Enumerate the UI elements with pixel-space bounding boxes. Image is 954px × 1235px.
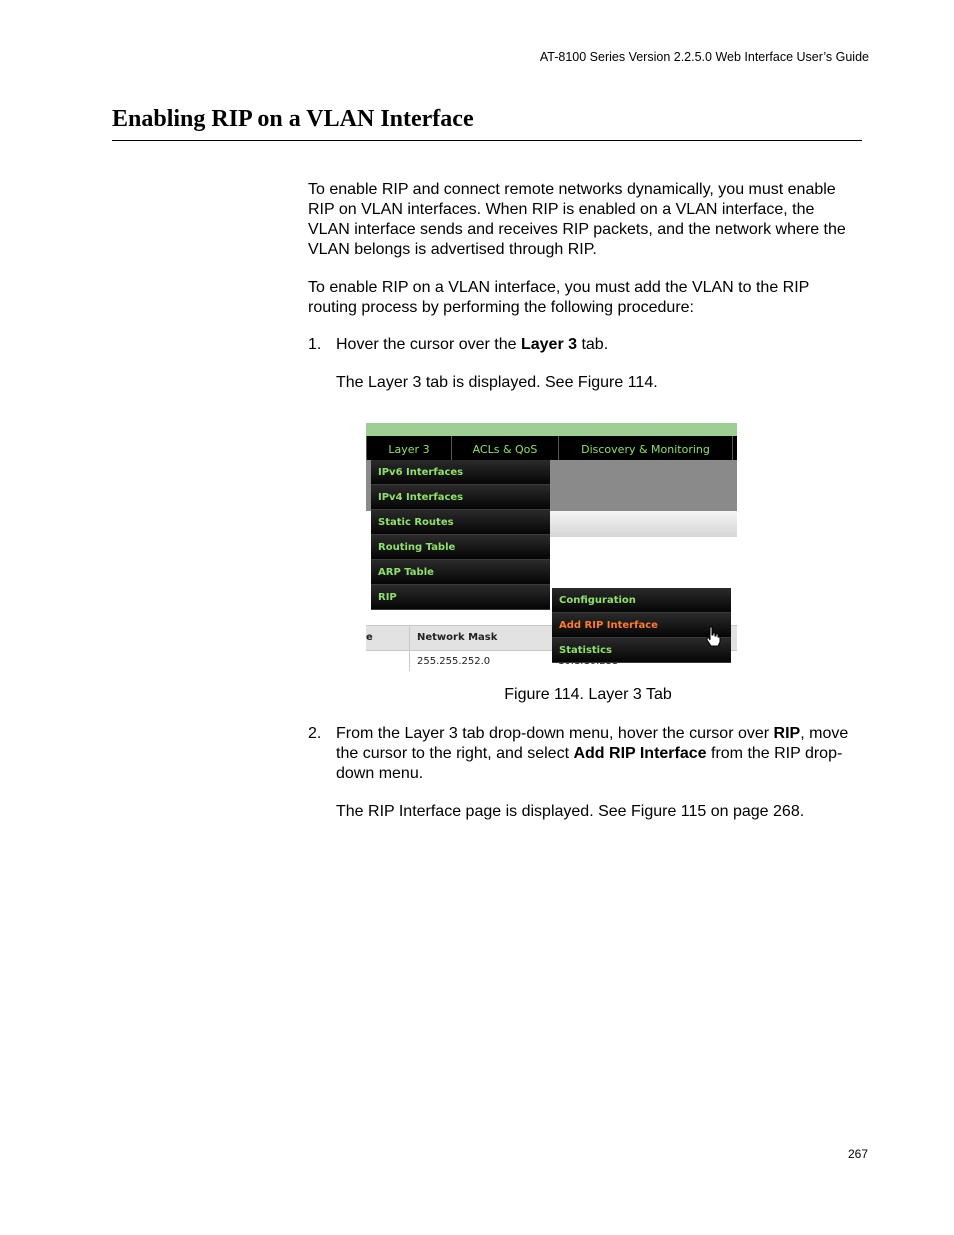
step-bold-term: RIP	[773, 725, 801, 742]
step-text	[336, 335, 858, 355]
menu-item-arp-table[interactable]: ARP Table	[371, 560, 550, 585]
layer3-dropdown-menu	[371, 460, 550, 610]
tab-discovery-monitoring[interactable]: Discovery & Monitoring	[559, 436, 733, 460]
hand-cursor-icon	[705, 626, 721, 648]
column-header-network-mask: Network Mask	[417, 632, 498, 643]
intro-paragraph: To enable RIP and connect remote networks dynamically, you must enable RIP on VLAN interfaces. When RIP is enabled on a VLAN interface, the VLAN interface sends and receives RIP packets, and the network where the VLAN belongs is advertised through RIP.	[308, 181, 846, 258]
menu-item-add-rip-interface[interactable]: Add RIP Interface	[552, 613, 731, 638]
figure-caption: Figure 114. Layer 3 Tab	[504, 686, 672, 703]
menu-item-ipv6-interfaces[interactable]: IPv6 Interfaces	[371, 460, 550, 485]
page-background	[550, 460, 737, 511]
running-header: AT-8100 Series Version 2.2.5.0 Web Interface User’s Guide	[539, 50, 869, 64]
step-text-part: from the RIP drop-down menu.	[336, 745, 843, 782]
step-text-part: Hover the cursor over the	[336, 336, 521, 353]
step-number: 1.	[308, 336, 322, 353]
layer3-tab-figure	[366, 423, 737, 671]
step-number: 2.	[308, 725, 322, 742]
menu-item-statistics[interactable]: Statistics	[552, 638, 731, 663]
step-1-result: The Layer 3 tab is displayed. See Figure 114.	[336, 374, 658, 391]
step-text-part: , move the cursor to the right, and select	[336, 725, 849, 762]
column-header: e	[366, 632, 373, 643]
title-rule	[112, 140, 862, 141]
menu-item-configuration[interactable]: Configuration	[552, 588, 731, 613]
step-bold-term: Add RIP Interface	[573, 745, 707, 762]
procedure-paragraph: To enable RIP on a VLAN interface, you must add the VLAN to the RIP routing process by performing the following procedure:	[308, 279, 810, 316]
menu-item-static-routes[interactable]: Static Routes	[371, 510, 550, 535]
menu-item-ipv4-interfaces[interactable]: IPv4 Interfaces	[371, 485, 550, 510]
step-text-part: From the Layer 3 tab drop-down menu, hover the cursor over	[336, 725, 774, 742]
header-strip	[366, 423, 737, 436]
tab-layer3[interactable]: Layer 3	[366, 436, 452, 460]
page-toolbar	[550, 511, 737, 537]
page-number: 267	[847, 1147, 868, 1161]
tab-acls-qos[interactable]: ACLs & QoS	[452, 436, 559, 460]
menu-item-rip[interactable]: RIP	[371, 585, 550, 610]
step-bold-term: Layer 3	[520, 336, 578, 353]
table-cell-network-mask: 255.255.252.0	[417, 656, 491, 667]
step-text-part: tab.	[577, 336, 609, 353]
step-text	[336, 724, 858, 784]
menu-item-routing-table[interactable]: Routing Table	[371, 535, 550, 560]
section-title: Enabling RIP on a VLAN Interface	[112, 106, 474, 132]
step-2-result: The RIP Interface page is displayed. See Figure 115 on page 268.	[336, 803, 805, 820]
